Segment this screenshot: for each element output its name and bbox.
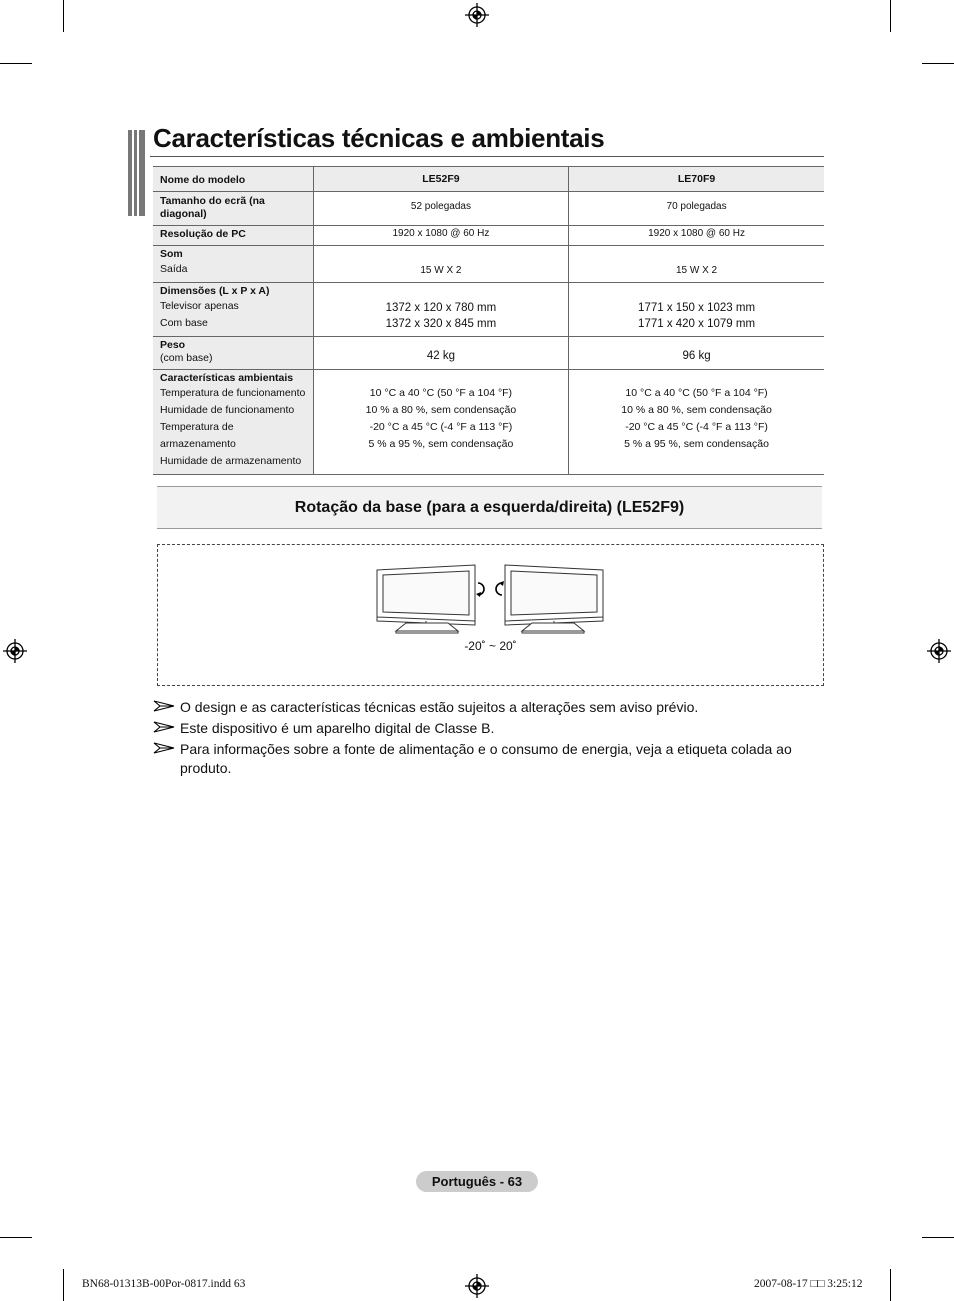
page-number-badge: Português - 63 <box>416 1171 538 1192</box>
cell-value: 1372 x 320 x 845 mm <box>385 318 497 330</box>
table-row <box>153 283 824 337</box>
row-sublabel: Saída <box>160 263 188 275</box>
row-sublabel: Temperatura de funcionamento <box>160 387 306 399</box>
crop-mark <box>0 1237 32 1238</box>
note-text: Este dispositivo é um aparelho digital de Classe B. <box>180 720 495 736</box>
cell-value: 15 W X 2 <box>420 265 462 276</box>
print-slug-file: BN68-01313B-00Por-0817.indd 63 <box>82 1278 246 1290</box>
note-item <box>153 719 823 738</box>
section-header <box>157 487 822 529</box>
cell-value: 10 % a 80 %, sem condensação <box>365 404 517 416</box>
tv-rotation-illustration <box>374 561 608 635</box>
print-slug-date: 2007-08-17 □□ 3:25:12 <box>754 1278 863 1290</box>
note-text: Para informações sobre a fonte de alimentação e o consumo de energia, veja a etiqueta colada ao produto. <box>180 741 792 776</box>
cell-value: 1920 x 1080 @ 60 Hz <box>392 228 490 239</box>
note-text: O design e as características técnicas estão sujeitos a alterações sem aviso prévio. <box>180 699 699 715</box>
note-arrow-icon <box>153 721 175 733</box>
crop-mark <box>890 0 891 32</box>
row-label: Dimensões (L x P x A) <box>160 285 270 297</box>
title-accent-bars <box>128 130 146 216</box>
crop-mark <box>63 0 64 32</box>
cell-value: 52 polegadas <box>410 201 471 212</box>
crop-mark <box>63 1269 64 1301</box>
row-sublabel: Com base <box>160 317 208 329</box>
header-label: Nome do modelo <box>160 174 246 186</box>
cell-value: 10 °C a 40 °C (50 °F a 104 °F) <box>369 387 513 399</box>
cell-value: 1771 x 150 x 1023 mm <box>638 302 756 314</box>
row-sublabel: Televisor apenas <box>160 300 239 312</box>
table-row <box>153 167 824 192</box>
cell-value: 1920 x 1080 @ 60 Hz <box>648 228 745 239</box>
table-row <box>153 337 824 370</box>
crop-mark <box>890 1269 891 1301</box>
note-arrow-icon <box>153 700 175 712</box>
table-row <box>153 370 824 475</box>
section-title: Rotação da base (para a esquerda/direita) (LE52F9) <box>294 498 685 516</box>
row-label: Características ambientais <box>160 372 294 384</box>
crop-mark <box>0 63 32 64</box>
cell-value: -20 °C a 45 °C (-4 °F a 113 °F) <box>625 421 768 433</box>
row-sublabel: Humidade de funcionamento <box>160 404 295 416</box>
row-sublabel: (com base) <box>160 352 213 364</box>
note-item <box>153 740 823 778</box>
crop-mark <box>922 1237 954 1238</box>
cell-value: 10 % a 80 %, sem condensação <box>621 404 772 416</box>
model-name: LE52F9 <box>422 173 460 185</box>
note-arrow-icon <box>153 742 175 754</box>
cell-value: -20 °C a 45 °C (-4 °F a 113 °F) <box>369 421 513 433</box>
cell-value: 96 kg <box>682 350 711 362</box>
spec-table <box>153 166 824 475</box>
cell-value: 70 polegadas <box>666 201 727 212</box>
row-label: Tamanho do ecrã (na diagonal) <box>160 195 265 220</box>
rotation-range-label: -20˚ ~ 20˚ <box>464 639 517 653</box>
cell-value: 15 W X 2 <box>675 265 718 276</box>
row-label: Som <box>160 248 183 260</box>
registration-mark-icon <box>3 639 27 663</box>
registration-mark-icon <box>927 639 951 663</box>
model-name: LE70F9 <box>677 173 716 185</box>
cell-value: 42 kg <box>426 350 455 362</box>
table-row <box>153 226 824 246</box>
page-title: Características técnicas e ambientais <box>153 123 605 153</box>
cell-value: 10 °C a 40 °C (50 °F a 104 °F) <box>625 387 768 399</box>
row-sublabel: Humidade de armazenamento <box>160 455 302 467</box>
cell-value: 5 % a 95 %, sem condensação <box>368 438 514 450</box>
notes-list <box>153 698 823 780</box>
table-row <box>153 246 824 283</box>
rotation-figure-box <box>157 544 824 686</box>
cell-value: 1372 x 120 x 780 mm <box>385 302 497 314</box>
crop-mark <box>922 63 954 64</box>
row-label: Peso <box>160 339 186 351</box>
cell-value: 5 % a 95 %, sem condensação <box>624 438 769 450</box>
registration-mark-icon <box>465 3 489 27</box>
note-item <box>153 698 823 717</box>
title-divider <box>150 156 824 157</box>
table-row <box>153 192 824 226</box>
registration-mark-icon <box>465 1274 489 1298</box>
row-sublabel: Temperatura de armazenamento <box>160 421 236 450</box>
row-label: Resolução de PC <box>160 228 246 240</box>
cell-value: 1771 x 420 x 1079 mm <box>638 318 756 330</box>
